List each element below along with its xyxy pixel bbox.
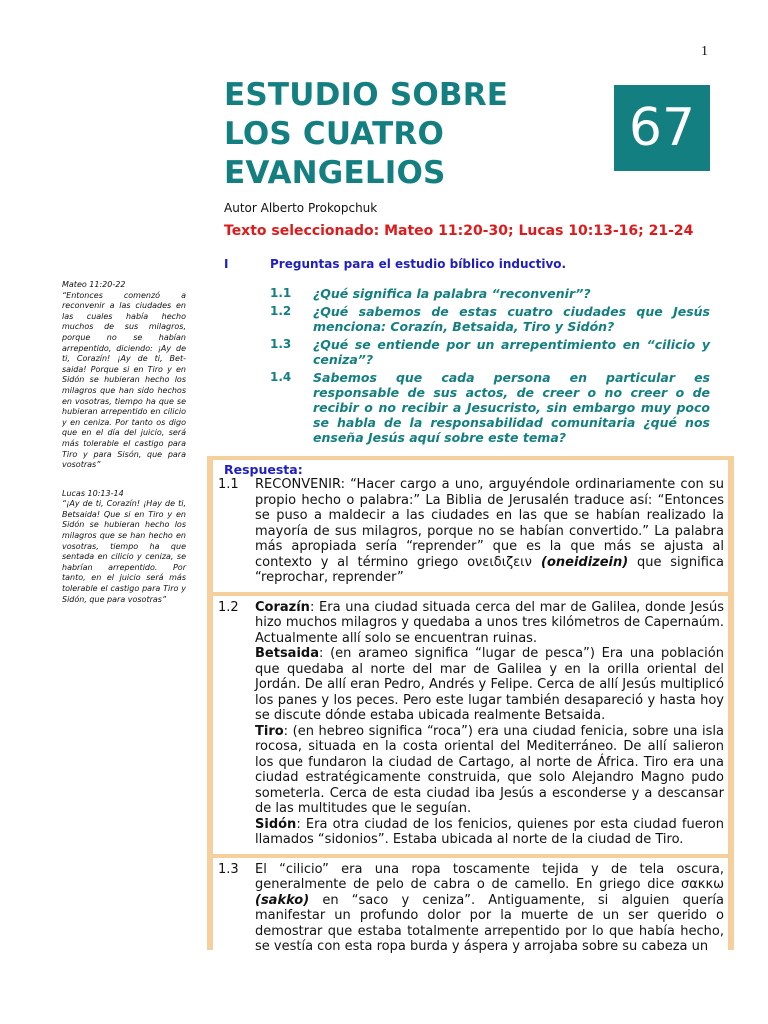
question-text: ¿Qué sabemos de estas cuatro ciudades que Jesús menciona: Corazín, Betsaida, Tiro y Sidón? xyxy=(313,304,710,334)
sidebar-reference: Lucas 10:13-14 xyxy=(62,488,124,498)
question-list xyxy=(270,286,710,448)
answer-number: 1.2 xyxy=(218,599,239,615)
section-title: Preguntas para el estudio bíblico inductivo. xyxy=(270,257,567,271)
city-name: Sidón xyxy=(255,816,297,832)
city-description: : (en hebreo significa “roca”) era una ciudad fenicia, sobre una isla rocosa, situada en la costa oriental del Mediterráneo. De allí salieron los que fundaron la ciudad de Cartago, al norte de África. Tiro era una ciudad estratégicamente construida, que solo Alejandro Magno pudo someterla. Cerca de esta ciudad iba Jesús a esconderse y a descansar de las multitudes que le seguían. xyxy=(255,723,724,816)
greek-term: ονειδιζειν xyxy=(467,554,532,570)
city-name: Betsaida xyxy=(255,646,319,661)
city-paragraph xyxy=(255,600,724,647)
transliteration: (sakko) xyxy=(255,892,310,908)
sidebar-quote: “Entonces comenzó a reconvenir a las ciudades en las cuales había hecho muchos de sus milagros, porque no se habían arrepentido, diciendo: ¡Ay de ti, Corazín! ¡Ay de ti, Bet-saida! Porque si en Tiro y en Sidón se hubieran hecho los milagros que han sido hechos en vosotras, tiempo ha que se hubieran arrepentido en cilicio y en ceniza. Por tanto os digo que en el día del juicio, será más tolerable el castigo para Tiro y para Sisón, que para vosotras” xyxy=(62,290,186,470)
city-description: : Era una ciudad situada cerca del mar de Galilea, donde Jesús hizo muchos milagros y quedaba a unos tres kilómetros de Capernaúm. Actualmente allí solo se encuentran ruinas. xyxy=(255,599,724,646)
author-line: Autor Alberto Prokopchuk xyxy=(224,201,378,215)
answer-item xyxy=(213,862,728,961)
page-title xyxy=(224,76,554,193)
scripture-sidebar xyxy=(62,280,186,623)
question-item xyxy=(270,370,710,445)
answer-text: en “saco y ceniza”. Antiguamente, si alguien quería manifestar un profundo dolor por la muerte de un ser querido o demostrar que estaba totalmente arrepentido por lo que había hecho, se vestía con esta ropa burda y áspera y arrojaba sobre su cabeza un xyxy=(255,892,724,954)
selected-text-heading: Texto seleccionado: Mateo 11:20-30; Lucas 10:13-16; 21-24 xyxy=(224,223,694,239)
question-number: 1.2 xyxy=(270,304,292,318)
answer-label: Respuesta: xyxy=(224,462,303,477)
question-text: ¿Qué significa la palabra “reconvenir”? xyxy=(313,286,591,301)
question-number: 1.4 xyxy=(270,370,292,384)
question-text: Sabemos que cada persona en particular es responsable de sus actos, de creer o no creer o de recibir o no recibir a Jesucristo, sin embargo muy poco se habla de la responsabilidad comunitaria ¿qué nos enseña Jesús aquí sobre este tema? xyxy=(313,370,710,445)
answer-body xyxy=(255,477,724,586)
title-line-1: ESTUDIO SOBRE xyxy=(224,77,509,113)
question-item xyxy=(270,337,710,367)
section-number: I xyxy=(224,257,229,271)
question-text: ¿Qué se entiende por un arrepentimiento en “cilicio y ceniza”? xyxy=(313,337,710,367)
answer-box xyxy=(207,456,734,954)
sidebar-reference: Mateo 11:20-22 xyxy=(62,280,126,289)
title-line-3: EVANGELIOS xyxy=(224,155,446,191)
answer-text: que significa “reprochar, reprender” xyxy=(255,554,725,585)
city-description: : Era otra ciudad de los fenicios, quienes por esta ciudad fueron llamados “sidonios”. Estaba ubicada al norte de la ciudad de Tiro. xyxy=(255,816,724,847)
city-description: : (en arameo significa “lugar de pesca”) Era una población que quedaba al norte del mar de Galilea y en la orilla oriental del Jordán. De allí eran Pedro, Andrés y Felipe. Cerca de allí Jesús multiplicó los panes y los peces. Pero este lugar también desapareció y hasta hoy se discute dónde estaba ubicada realmente Betsaida. xyxy=(255,646,724,723)
answer-item xyxy=(213,477,728,596)
page-number: 1 xyxy=(701,44,708,59)
answer-body xyxy=(255,600,724,848)
transliteration: (oneidizein) xyxy=(531,554,629,570)
answer-text: RECONVENIR: “Hacer cargo a uno, arguyéndole ordinariamente con su propio hecho o palabra:” La Biblia de Jerusalén traduce así: “Entonces se puso a maldecir a las ciudades en las que se habían realizado la mayoría de sus milagros, porque no se habían convertido.” La palabra más apropiada sería “reprender” que es la que más se ajusta al contexto y al término griego xyxy=(255,477,724,570)
question-item xyxy=(270,286,710,301)
study-number-badge: 67 xyxy=(614,85,710,171)
answer-number: 1.1 xyxy=(218,477,239,492)
question-number: 1.3 xyxy=(270,337,292,351)
answer-text: El “cilicio” era una ropa toscamente tejida y de tela oscura, generalmente de pelo de cabra o de camello. En griego dice xyxy=(255,861,724,892)
answer-item xyxy=(213,600,728,858)
city-paragraph xyxy=(255,646,724,724)
answer-body xyxy=(255,862,724,955)
question-number: 1.1 xyxy=(270,286,292,300)
title-line-2: LOS CUATRO xyxy=(224,116,445,152)
sidebar-quote: “¡Ay de ti, Corazín! ¡Hay de ti, Betsaida! Que si en Tiro y en Sidón se hubieran hecho los milagros que se han hecho en vosotras, tiempo ha que sentada en cilicio y ceniza, se habrían arrepentido. Por tanto, en el juicio será más tolerable el castigo para Tiro y Sidón, que para vosotras” xyxy=(62,499,186,604)
city-paragraph xyxy=(255,817,724,848)
city-name: Corazín xyxy=(255,599,310,615)
greek-term: σακκω xyxy=(680,877,724,892)
question-item xyxy=(270,304,710,334)
answer-number: 1.3 xyxy=(218,861,239,877)
city-name: Tiro xyxy=(255,723,284,739)
city-paragraph xyxy=(255,724,724,817)
